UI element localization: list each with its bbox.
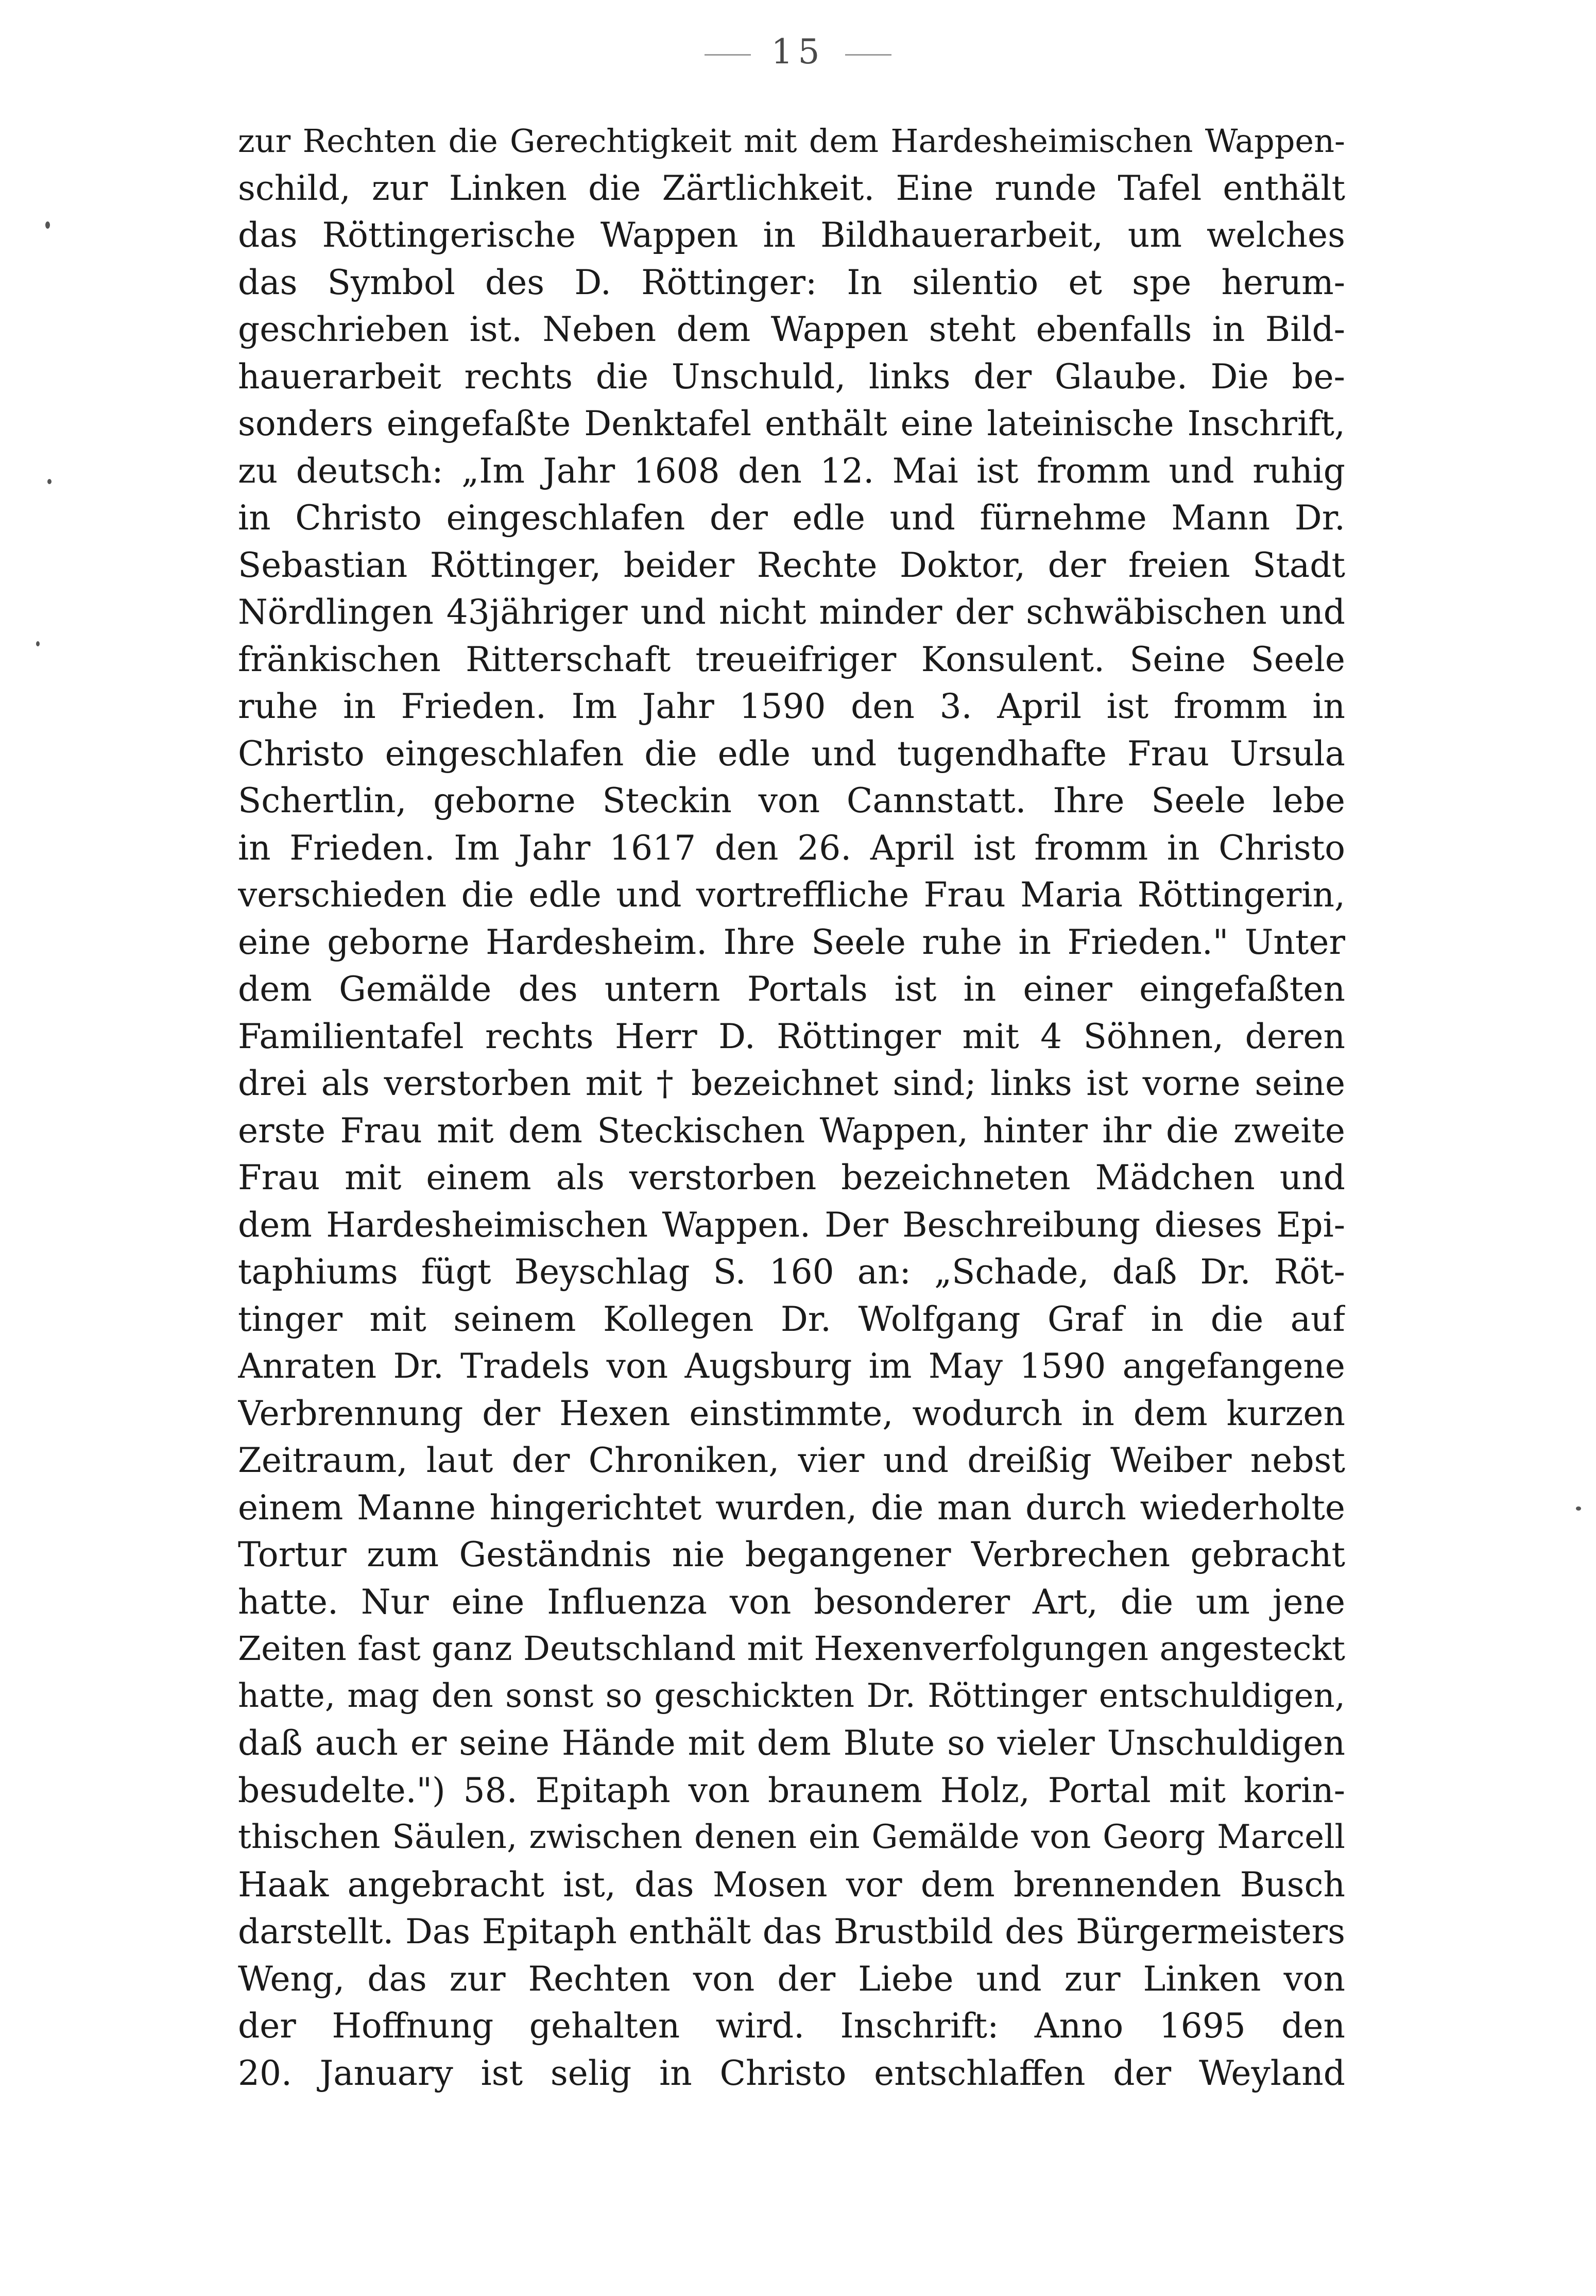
text-line: Zeiten fast ganz Deutschland mit Hexenverfolgungen angesteckt [238,1630,1345,1668]
text-line: Schertlin, geborne Steckin von Cannstatt. Ihre Seele lebe [238,781,1345,820]
text-line: zur Rechten die Gerechtigkeit mit dem Hardesheimischen Wappen- [238,122,1345,160]
text-line: geschrieben ist. Neben dem Wappen steht ebenfalls in Bild- [238,310,1345,349]
text-line: zu deutsch: „Im Jahr 1608 den 12. Mai ist fromm und ruhig [238,451,1345,491]
text-line: dem Hardesheimischen Wappen. Der Beschreibung dieses Epi- [238,1205,1345,1245]
text-line: Nördlingen 43jähriger und nicht minder der schwäbischen und [238,592,1345,632]
text-line: Verbrennung der Hexen einstimmte, wodurch in dem kurzen [238,1393,1345,1433]
text-line: hatte, mag den sonst so geschickten Dr. Röttinger entschuldigen, [238,1676,1345,1715]
text-line: daß auch er seine Hände mit dem Blute so vieler Unschuldigen [238,1723,1345,1763]
text-line: erste Frau mit dem Steckischen Wappen, hinter ihr die zweite [238,1110,1345,1151]
text-line: Anraten Dr. Tradels von Augsburg im May 1590 angefangene [238,1346,1345,1386]
text-line: besudelte.") 58. Epitaph von braunem Holz, Portal mit korin- [238,1770,1345,1810]
text-line: Sebastian Röttinger, beider Rechte Doktor, der freien Stadt [238,545,1345,585]
text-line: hauerarbeit rechts die Unschuld, links der Glaube. Die be- [238,356,1345,397]
text-line: ruhe in Frieden. Im Jahr 1590 den 3. April ist fromm in [238,687,1345,726]
text-line: hatte. Nur eine Influenza von besonderer Art, die um jene [238,1582,1345,1622]
text-line: verschieden die edle und vortreffliche Frau Maria Röttingerin, [238,875,1345,915]
text-line: Frau mit einem als verstorben bezeichneten Mädchen und [238,1158,1345,1197]
margin-speck [47,479,52,484]
text-line: Christo eingeschlafen die edle und tugendhafte Frau Ursula [238,733,1345,774]
text-line: Zeitraum, laut der Chroniken, vier und dreißig Weiber nebst [238,1441,1345,1480]
text-line: das Röttingerische Wappen in Bildhauerarbeit, um welches [238,215,1345,255]
text-line: fränkischen Ritterschaft treueifriger Konsulent. Seine Seele [238,639,1345,679]
text-line: in Frieden. Im Jahr 1617 den 26. April ist fromm in Christo [238,828,1345,868]
header-rule-left [705,54,751,56]
page-number-text: 15 [771,32,825,72]
text-line: darstellt. Das Epitaph enthält das Brustbild des Bürgermeisters [238,1912,1345,1951]
margin-speck [1576,1506,1581,1511]
text-line: eine geborne Hardesheim. Ihre Seele ruhe in Frieden." Unter [238,922,1345,962]
text-line: einem Manne hingerichtet wurden, die man durch wiederholte [238,1487,1345,1528]
text-line: schild, zur Linken die Zärtlichkeit. Eine runde Tafel enthält [238,168,1345,208]
margin-speck [45,221,50,229]
text-line: in Christo eingeschlafen der edle und fürnehme Mann Dr. [238,498,1345,538]
text-line: tinger mit seinem Kollegen Dr. Wolfgang Graf in die auf [238,1299,1345,1339]
text-line: dem Gemälde des untern Portals ist in einer eingefaßten [238,969,1345,1009]
body-text [238,117,1345,2097]
text-line: thischen Säulen, zwischen denen ein Gemälde von Georg Marcell [238,1818,1345,1856]
text-line: Haak angebracht ist, das Mosen vor dem brennenden Busch [238,1864,1345,1905]
text-line: 20. January ist selig in Christo entschlaffen der Weyland [238,2053,1345,2093]
text-line: Weng, das zur Rechten von der Liebe und zur Linken von [238,1959,1345,1999]
margin-speck [36,641,40,646]
page-number [0,32,1596,72]
text-line: Familientafel rechts Herr D. Röttinger mit 4 Söhnen, deren [238,1016,1345,1056]
text-line: das Symbol des D. Röttinger: In silentio et spe herum- [238,262,1345,302]
text-line: Tortur zum Geständnis nie begangener Verbrechen gebracht [238,1535,1345,1574]
text-line: taphiums fügt Beyschlag S. 160 an: „Schade, daß Dr. Röt- [238,1252,1345,1292]
text-line: sonders eingefaßte Denktafel enthält eine lateinische Inschrift, [238,404,1345,443]
text-line: drei als verstorben mit † bezeichnet sind; links ist vorne seine [238,1064,1345,1103]
header-rule-right [845,54,891,56]
text-line: der Hoffnung gehalten wird. Inschrift: Anno 1695 den [238,2006,1345,2046]
